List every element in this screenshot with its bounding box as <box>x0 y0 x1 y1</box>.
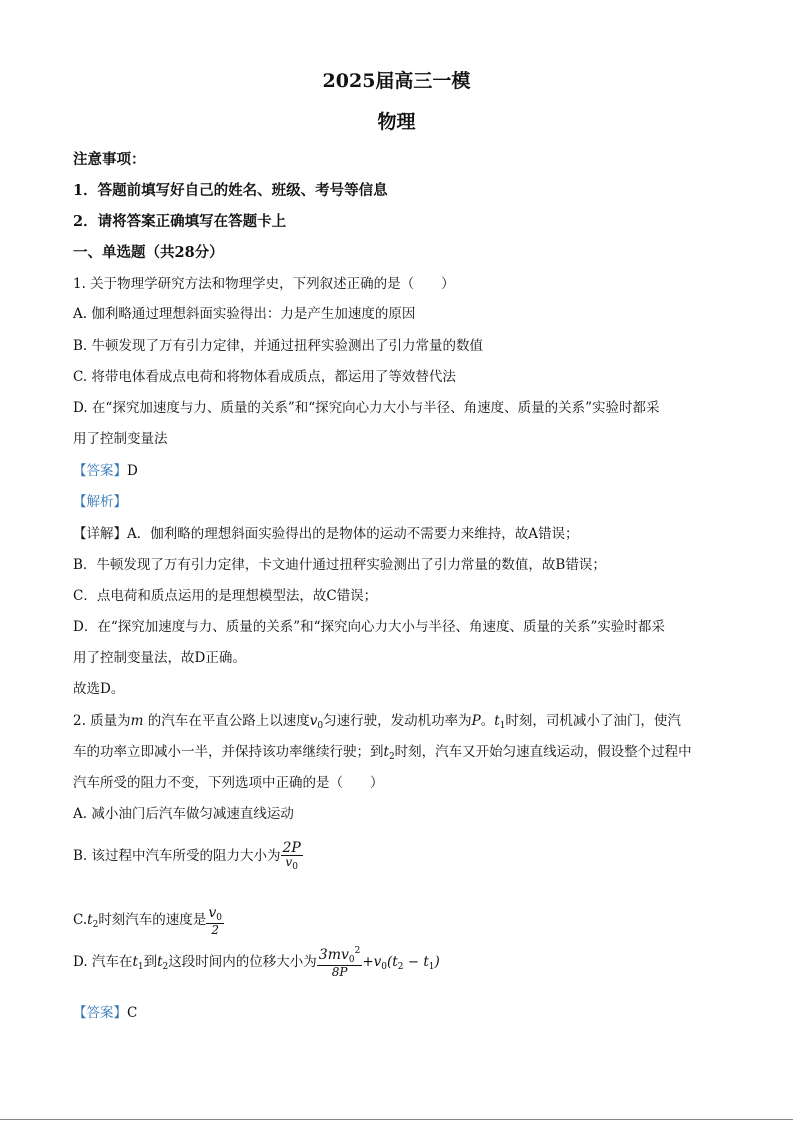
q2-stem-text: 的汽车在平直公路上以速度 <box>143 713 310 729</box>
velocity-symbol: v <box>373 954 382 970</box>
q2-stem-text: 时刻，司机减小了油门，使汽 <box>505 713 681 729</box>
answer-tag: 【答案】 <box>73 463 127 479</box>
subscript: 2 <box>388 752 395 762</box>
option-d-text: 这段时间内的位移大小为 <box>168 954 317 970</box>
section-heading: 一、单选题（共28分） <box>73 244 224 261</box>
fraction-numerator <box>206 906 224 924</box>
q2-answer <box>73 1003 137 1023</box>
q1-detail-d-line2: 用了控制变量法，故D正确。 <box>73 650 246 666</box>
numerator-symbol: v <box>208 904 217 921</box>
q1-answer <box>73 461 138 481</box>
detail-a-text: A．伽利略的理想斜面实验得出的是物体的运动不需要力来维持，故A错误； <box>127 526 579 542</box>
q2-stem-text: 车的功率立即减小一半，并保持该功率继续行驶；到 <box>73 744 384 760</box>
q1-detail-c: C．点电荷和质点运用的是理想模型法，故C错误； <box>73 588 378 604</box>
q2-stem-text: 。 <box>480 713 495 729</box>
time-symbol: t <box>383 744 389 760</box>
fraction-denominator: 2 <box>211 922 219 937</box>
exam-title: 2025届高三一模 <box>322 70 471 92</box>
time-symbol: t <box>87 912 93 928</box>
q2-stem-line3: 汽车所受的阻力不变，下列选项中正确的是（ ） <box>73 775 384 791</box>
denominator-symbol: v <box>285 855 293 869</box>
fraction-d <box>317 947 363 978</box>
paren-close: ) <box>434 954 440 970</box>
fraction-denominator: 8P <box>331 965 348 979</box>
subscript: 0 <box>292 862 298 872</box>
numerator-expression: 3mv <box>318 947 349 963</box>
fraction-c <box>206 906 224 936</box>
option-c-label: C. <box>73 912 88 928</box>
fraction-numerator: 2P <box>282 840 301 856</box>
detail-tag: 【详解】 <box>73 526 127 542</box>
q1-option-d-line2: 用了控制变量法 <box>73 431 168 447</box>
option-d-text: 到 <box>143 954 158 970</box>
subscript: 0 <box>216 912 222 923</box>
q2-stem-text: 匀速行驶，发动机功率为 <box>323 713 472 729</box>
notice-item-1: 1．答题前填写好自己的姓名、班级、考号等信息 <box>73 182 388 199</box>
option-d-text: D. 汽车在 <box>73 954 133 970</box>
option-b-text: B. 该过程中汽车所受的阻力大小为 <box>73 848 281 864</box>
subscript: 0 <box>381 962 388 972</box>
paren-open: (t <box>387 954 398 970</box>
fraction-b <box>281 841 303 872</box>
q1-conclusion: 故选D。 <box>73 681 125 697</box>
q1-stem: 1. 关于物理学研究方法和物理学史，下列叙述正确的是（ ） <box>73 276 455 292</box>
time-symbol: t <box>494 713 500 729</box>
notice-item-2: 2．请将答案正确填写在答题卡上 <box>73 213 287 230</box>
q2-stem-line2 <box>73 742 692 767</box>
q1-analysis-tag: 【解析】 <box>73 494 127 510</box>
q2-option-d <box>73 940 440 989</box>
q2-option-b <box>73 834 303 878</box>
fraction-denominator <box>281 856 303 872</box>
subscript: 2 <box>162 962 169 972</box>
q1-detail-a <box>73 524 579 544</box>
q1-detail-d-line1: D．在“探究加速度与力、质量的关系”和“探究向心力大小与半径、角速度、质量的关系”实验时都采 <box>73 619 665 635</box>
q2-stem-text: 时刻，汽车又开始匀速直线运动，假设整个过程中 <box>394 744 692 760</box>
q1-detail-b: B．牛顿发现了万有引力定律，卡文迪什通过扭秤实验测出了引力常量的数值，故B错误； <box>73 557 606 573</box>
subscript: 1 <box>499 721 506 731</box>
time-symbol: t <box>157 954 163 970</box>
page-bottom-divider <box>0 1119 793 1120</box>
q2-stem-line1 <box>73 711 681 736</box>
answer-tag: 【答案】 <box>73 1005 127 1021</box>
subscript: 2 <box>92 920 99 930</box>
subject-title: 物理 <box>377 111 416 133</box>
q1-option-a: A. 伽利略通过理想斜面实验得出：力是产生加速度的原因 <box>73 306 416 322</box>
answer-value: C <box>127 1005 138 1021</box>
subscript: 0 <box>348 955 355 965</box>
option-d-tail <box>362 954 439 970</box>
option-c-text: 时刻汽车的速度是 <box>98 912 207 928</box>
subscript: 2 <box>397 962 404 972</box>
fraction-numerator <box>317 947 363 966</box>
superscript: 2 <box>354 946 361 956</box>
q1-option-d-line1: D. 在“探究加速度与力、质量的关系”和“探究向心力大小与半径、角速度、质量的关系”实验时都采 <box>73 400 660 416</box>
mass-symbol: m <box>130 713 144 729</box>
q2-stem-text: 2. 质量为 <box>73 713 131 729</box>
subscript: 0 <box>317 721 324 731</box>
plus-sign: + <box>362 954 374 970</box>
time-symbol: t <box>132 954 138 970</box>
notice-heading: 注意事项： <box>73 151 146 168</box>
power-symbol: P <box>471 713 481 729</box>
subscript: 1 <box>137 962 144 972</box>
answer-value: D <box>127 463 138 479</box>
subscript: 1 <box>428 962 435 972</box>
velocity-symbol: v <box>309 713 318 729</box>
q1-option-c: C. 将带电体看成点电荷和将物体看成质点，都运用了等效替代法 <box>73 369 456 385</box>
q1-option-b: B. 牛顿发现了万有引力定律，并通过扭秤实验测出了引力常量的数值 <box>73 338 484 354</box>
minus-term: − t <box>403 954 429 970</box>
q2-option-a: A. 减小油门后汽车做匀减速直线运动 <box>73 806 294 822</box>
